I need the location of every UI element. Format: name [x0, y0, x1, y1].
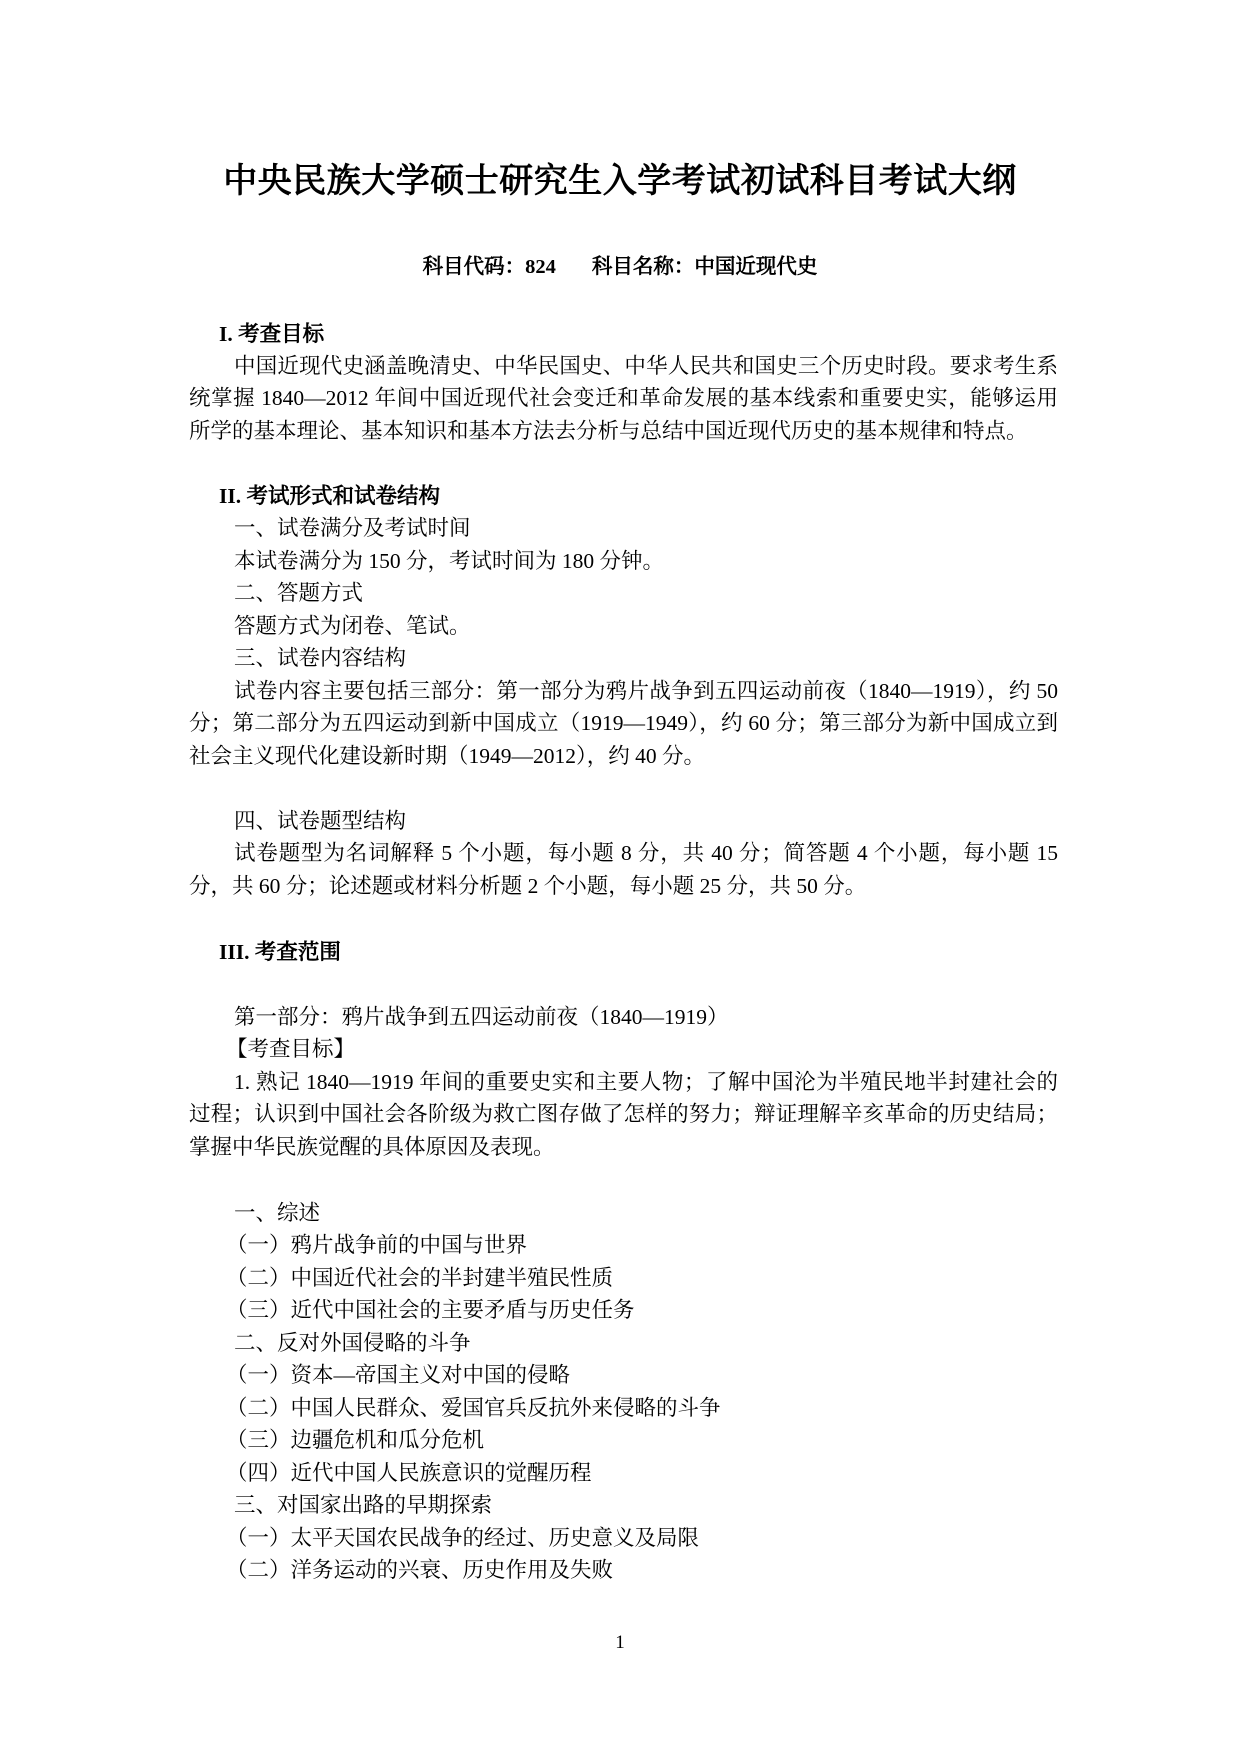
part-title: 第一部分：鸦片战争到五四运动前夜（1840—1919）: [234, 1005, 729, 1029]
goal-label: 【考查目标】: [226, 1037, 356, 1061]
paragraph-line: 试卷内容主要包括三部分：第一部分为鸦片战争到五四运动前夜（1840—1919），约 50: [234, 679, 1058, 703]
outline-item: （二）中国近代社会的半封建半殖民性质: [226, 1266, 614, 1290]
outline-heading: 一、综述: [234, 1201, 321, 1225]
document-title: 中央民族大学硕士研究生入学考试初试科目考试大纲: [223, 163, 1017, 200]
outline-item: （二）洋务运动的兴衰、历史作用及失败: [226, 1558, 614, 1582]
paragraph-line: 1. 熟记 1840—1919 年间的重要史实和主要人物；了解中国沦为半殖民地半封建社会的: [234, 1070, 1058, 1094]
subheading: 四、试卷题型结构: [234, 809, 407, 833]
outline-item: （一）鸦片战争前的中国与世界: [226, 1233, 528, 1257]
section-heading-objectives: I. 考查目标: [219, 322, 325, 346]
outline-heading: 二、反对外国侵略的斗争: [234, 1331, 471, 1355]
outline-item: （一）太平天国农民战争的经过、历史意义及局限: [226, 1526, 700, 1550]
outline-item: （三）近代中国社会的主要矛盾与历史任务: [226, 1298, 635, 1322]
outline-item: （二）中国人民群众、爱国官兵反抗外来侵略的斗争: [226, 1396, 721, 1420]
paragraph-line: 统掌握 1840—2012 年间中国近现代社会变迁和革命发展的基本线索和重要史实，能够运用: [189, 386, 1058, 410]
paragraph-line: 中国近现代史涵盖晚清史、中华民国史、中华人民共和国史三个历史时段。要求考生系: [234, 354, 1058, 378]
outline-item: （一）资本—帝国主义对中国的侵略: [226, 1363, 571, 1387]
subject-name: 科目名称：中国近现代史: [591, 256, 818, 278]
outline-item: （四）近代中国人民族意识的觉醒历程: [226, 1461, 592, 1485]
paragraph-line: 试卷题型为名词解释 5 个小题，每小题 8 分，共 40 分；简答题 4 个小题，每小题 15: [234, 841, 1058, 865]
section-heading-format: II. 考试形式和试卷结构: [219, 484, 440, 508]
subheading: 一、试卷满分及考试时间: [234, 516, 471, 540]
subheading: 二、答题方式: [234, 581, 364, 605]
paragraph-line: 掌握中华民族觉醒的具体原因及表现。: [189, 1135, 555, 1159]
paragraph-line: 过程；认识到中国社会各阶级为救亡图存做了怎样的努力；辩证理解辛亥革命的历史结局；: [189, 1102, 1058, 1126]
page-number: 1: [615, 1632, 625, 1653]
paragraph-line: 分；第二部分为五四运动到新中国成立（1919—1949），约 60 分；第三部分为新中国成立到: [189, 711, 1058, 735]
outline-heading: 三、对国家出路的早期探索: [234, 1493, 493, 1517]
subject-code: 科目代码：824: [422, 256, 556, 278]
paragraph-line: 分，共 60 分；论述题或材料分析题 2 个小题，每小题 25 分，共 50 分。: [189, 874, 867, 898]
paragraph-line: 答题方式为闭卷、笔试。: [234, 614, 471, 638]
subheading: 三、试卷内容结构: [234, 646, 407, 670]
paragraph-line: 社会主义现代化建设新时期（1949—2012），约 40 分。: [189, 744, 706, 768]
section-heading-scope: III. 考查范围: [219, 940, 341, 964]
subject-line: [0, 252, 1240, 282]
outline-item: （三）边疆危机和瓜分危机: [226, 1428, 485, 1452]
paragraph-line: 本试卷满分为 150 分，考试时间为 180 分钟。: [234, 549, 665, 573]
paragraph-line: 所学的基本理论、基本知识和基本方法去分析与总结中国近现代历史的基本规律和特点。: [189, 419, 1028, 443]
